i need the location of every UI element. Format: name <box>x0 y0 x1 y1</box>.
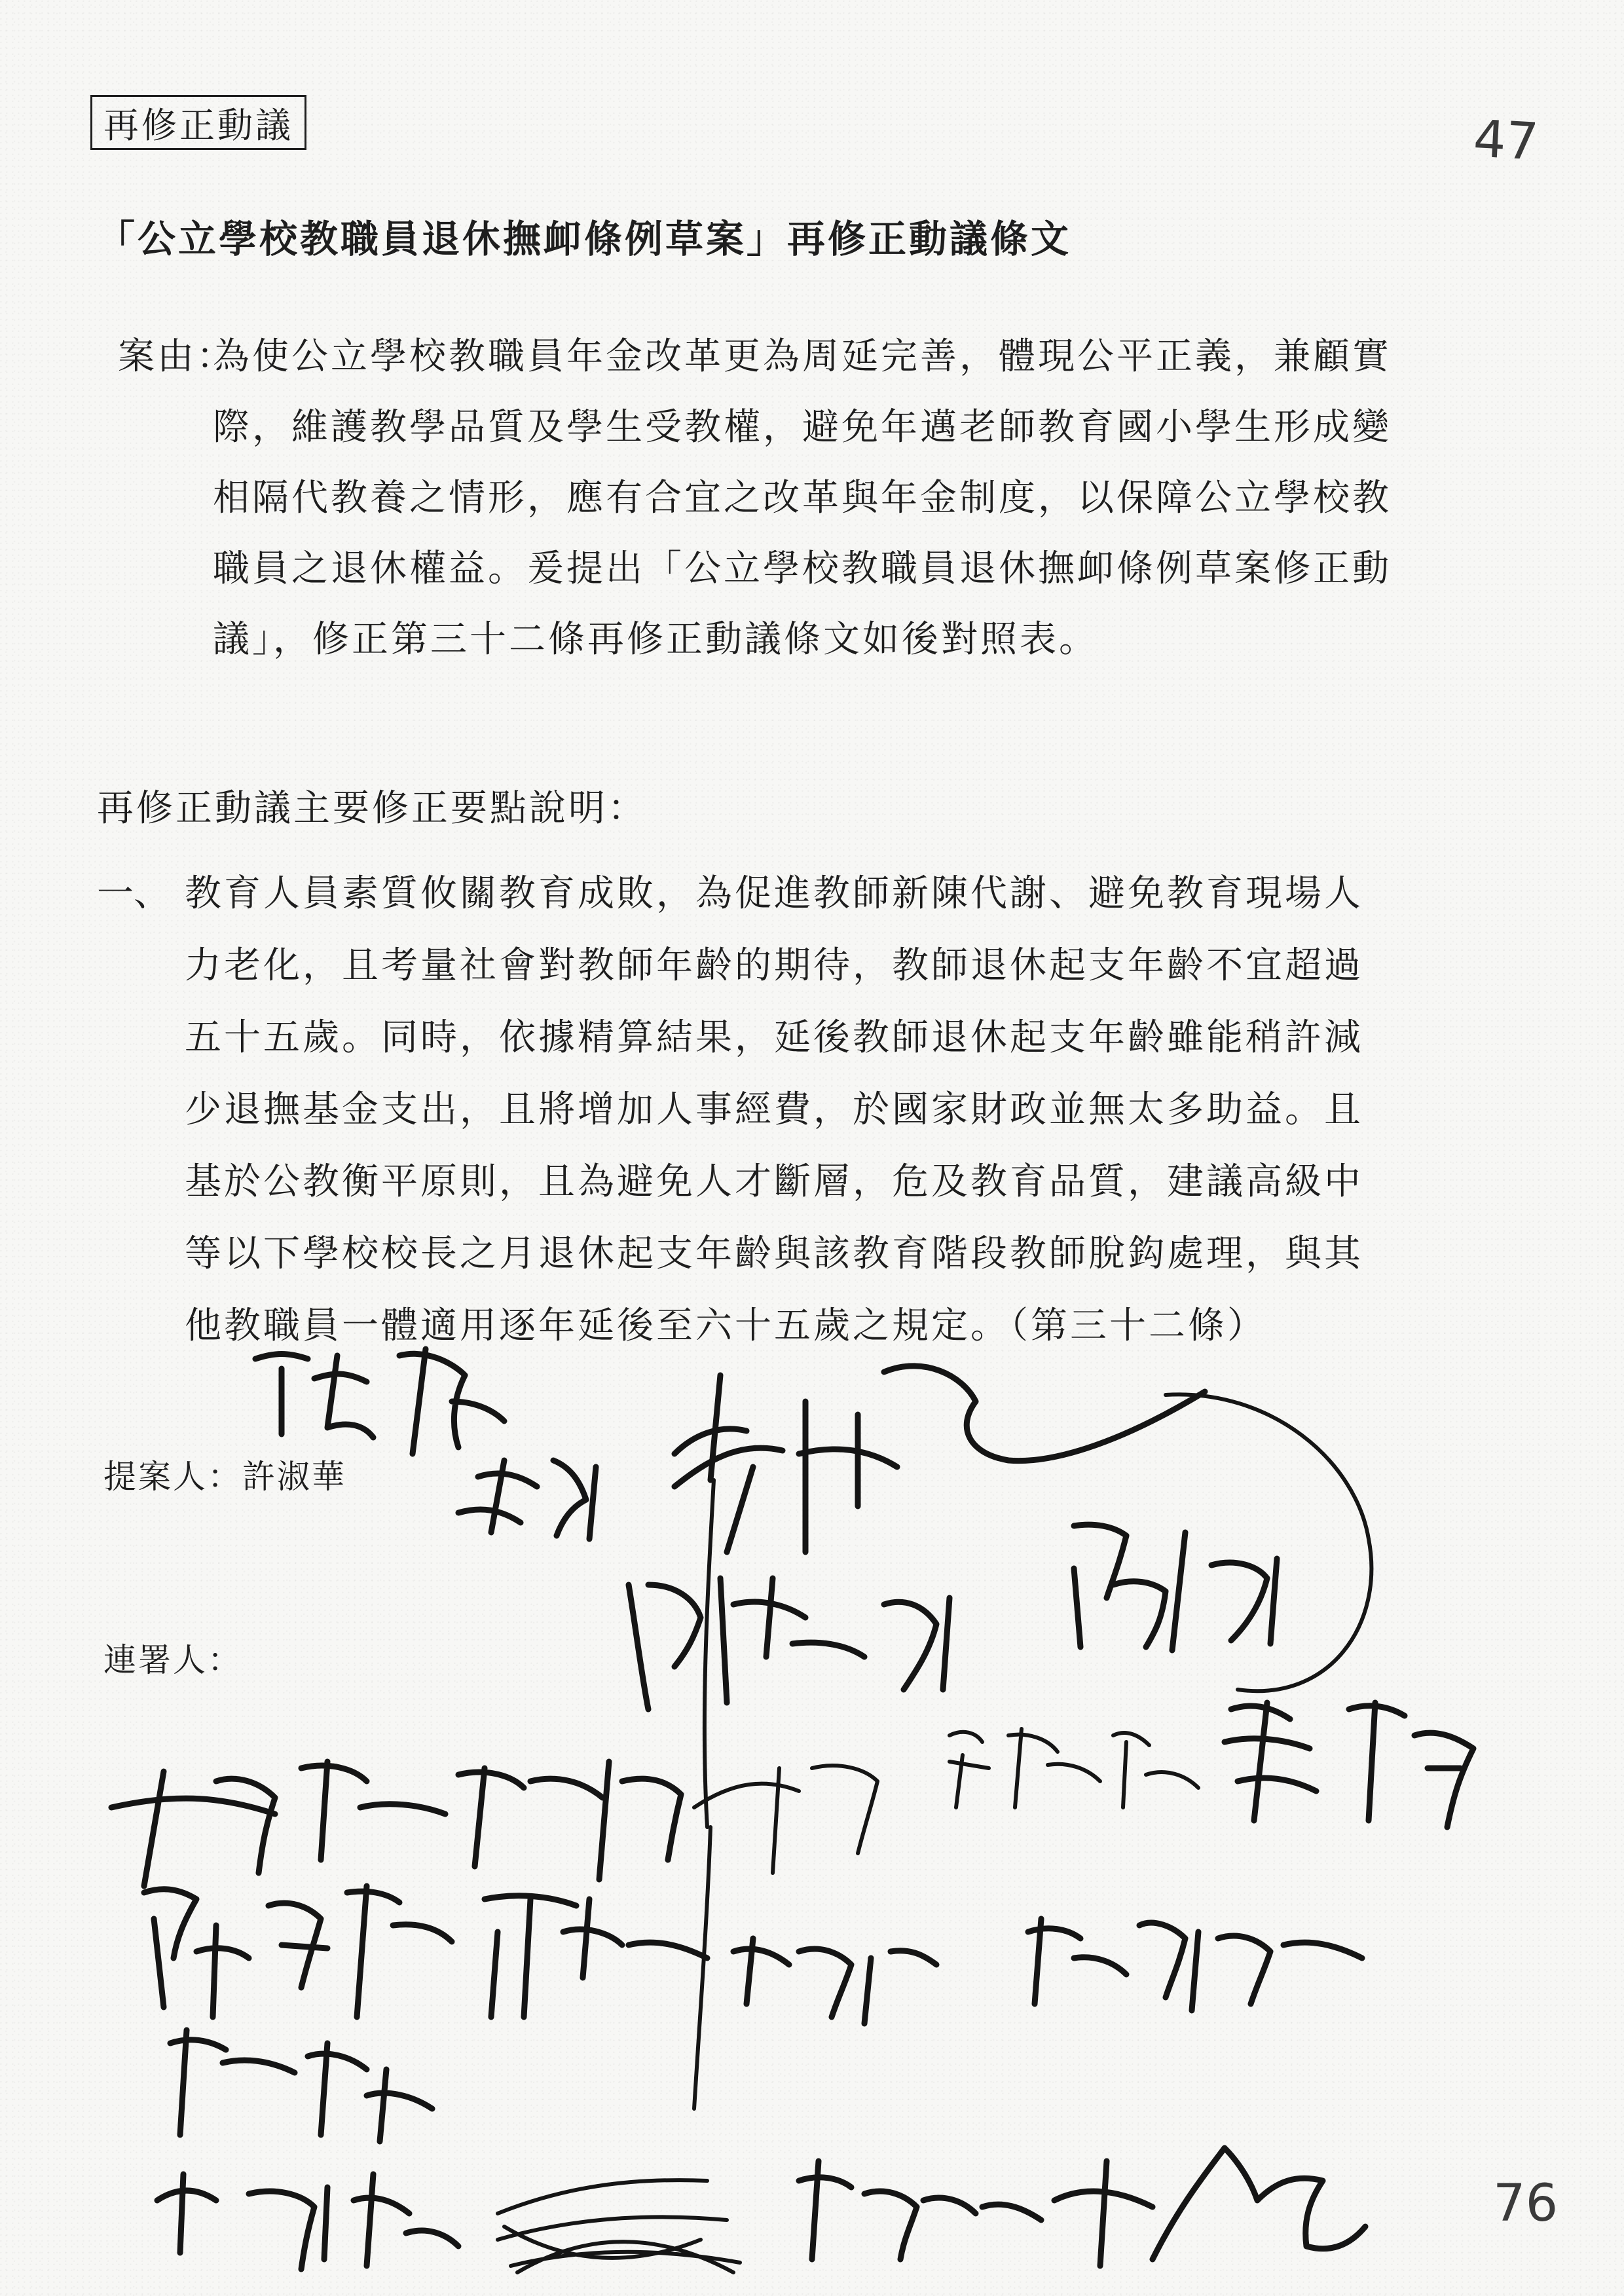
signature-he-zhi-hui <box>485 1896 936 2024</box>
point-1-line-6: 等以下學校校長之月退休起支年齡與該教育階段教師脫鈎處理，與其 <box>185 1232 1363 1275</box>
signature-xu-shu-hua <box>255 1349 504 1454</box>
signature-liu-jian-guo <box>458 1460 596 1539</box>
point-1-line-1: 教育人員素質攸關教育成敗，為促進教師新陳代謝、避免教育現場人 <box>185 872 1363 915</box>
document-title: 「公立學校教職員退休撫卹條例草案」再修正動議條文 <box>97 217 1072 261</box>
point-number-1: 一、 <box>97 872 170 915</box>
reason-line-2: 際，維護教學品質及學生受教權，避免年邁老師教育國小學生形成變 <box>213 406 1392 449</box>
point-1-line-2: 力老化，且考量社會對教師年齡的期待，教師退休起支年齡不宜超過 <box>185 944 1363 987</box>
signature-lower-right <box>799 2148 1365 2266</box>
point-1-line-7: 他教職員一體適用逐年延後至六十五歲之規定。（第三十二條） <box>185 1305 1266 1347</box>
signature-zhang-li-shan <box>144 1886 452 2017</box>
points-heading: 再修正動議主要修正要點說明： <box>97 787 647 830</box>
cosigner-label: 連署人： <box>103 1641 242 1679</box>
reason-line-3: 相隔代教養之情形，應有合宜之改革與年金制度，以保障公立學校教 <box>213 477 1392 519</box>
signature-zheng-tian-cai <box>111 1762 877 1886</box>
reason-label: 案由： <box>118 335 236 378</box>
signature-guo-yao-qi <box>1028 1919 1362 2010</box>
motion-tag-box: 再修正動議 <box>90 95 306 150</box>
signature-wu-bing-rui <box>1225 1703 1473 1827</box>
point-1-line-4: 少退撫基金支出，且將增加人事經費，於國家財政並無太多助益。且 <box>185 1088 1363 1131</box>
reason-line-4: 職員之退休權益。爰提出「公立學校教職員退休撫卹條例草案修正動 <box>213 547 1392 590</box>
signature-cai-shi-ying <box>674 1366 1205 1552</box>
reason-line-5: 議」，修正第三十二條再修正動議條文如後對照表。 <box>213 618 1098 661</box>
signature-xu-zhen-wei <box>950 1729 1198 1807</box>
point-1-line-3: 五十五歲。同時，依據精算結果，延後教師退休起支年齡雖能稍許減 <box>185 1016 1363 1059</box>
signature-jiang-wan-an <box>157 2030 458 2269</box>
proposer-label: 提案人：許淑華 <box>103 1458 346 1496</box>
bottom-page-number: 76 <box>1493 2174 1559 2233</box>
reason-line-1: 為使公立學校教職員年金改革更為周延完善，體現公平正義，兼顧實 <box>213 335 1392 378</box>
top-page-number: 47 <box>1471 109 1540 172</box>
point-1-line-5: 基於公教衡平原則，且為避免人才斷層，危及教育品質，建議高級中 <box>185 1160 1363 1203</box>
signature-crossed-out <box>498 2180 740 2272</box>
